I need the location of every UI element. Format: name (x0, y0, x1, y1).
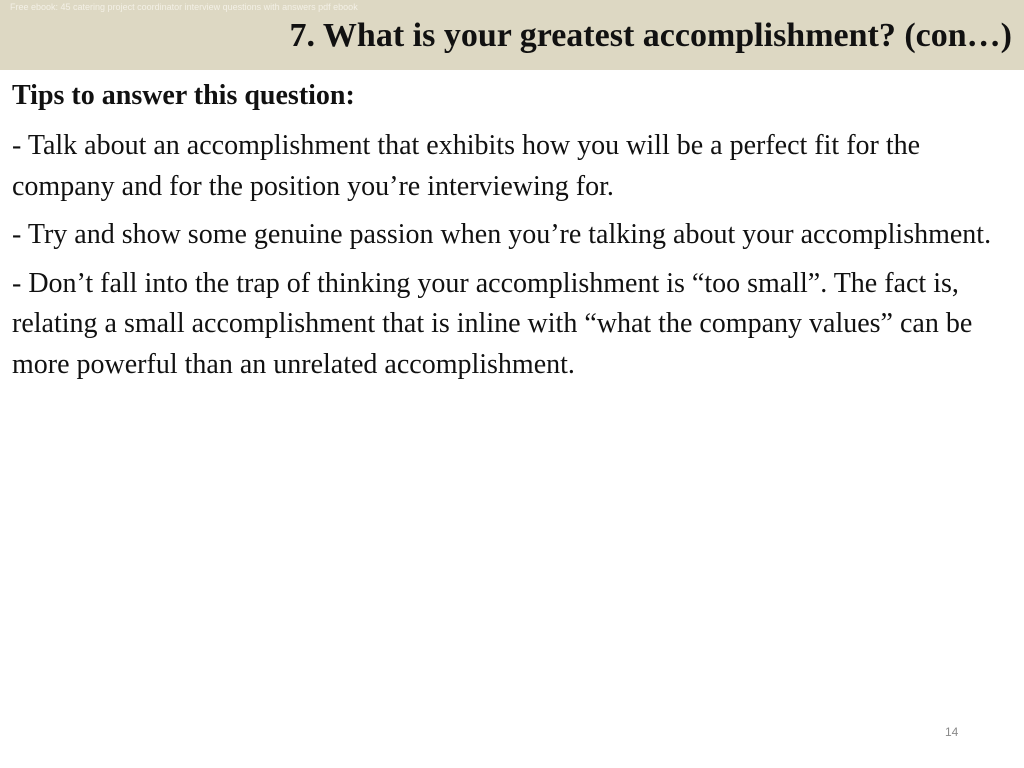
tip-paragraph: - Don’t fall into the trap of thinking your accomplishment is “too small”. The fact is, relating a small accomplishment that is inline with “what the company values” can be more powerful than an unrelated accomplishment. (12, 267, 973, 380)
ebook-banner-text: Free ebook: 45 catering project coordinator interview questions with answers pdf ebook (10, 2, 358, 12)
slide-content (12, 76, 1012, 393)
section-heading: Tips to answer this question: (12, 80, 355, 111)
tip-paragraph: - Try and show some genuine passion when you’re talking about your accomplishment. (12, 219, 992, 250)
page-number: 14 (945, 725, 959, 739)
header-band (0, 0, 1024, 70)
slide-title: 7. What is your greatest accomplishment? (con…) (289, 17, 1012, 54)
tip-paragraph: - Talk about an accomplishment that exhibits how you will be a perfect fit for the company and for the position you’re interviewing for. (12, 130, 921, 202)
